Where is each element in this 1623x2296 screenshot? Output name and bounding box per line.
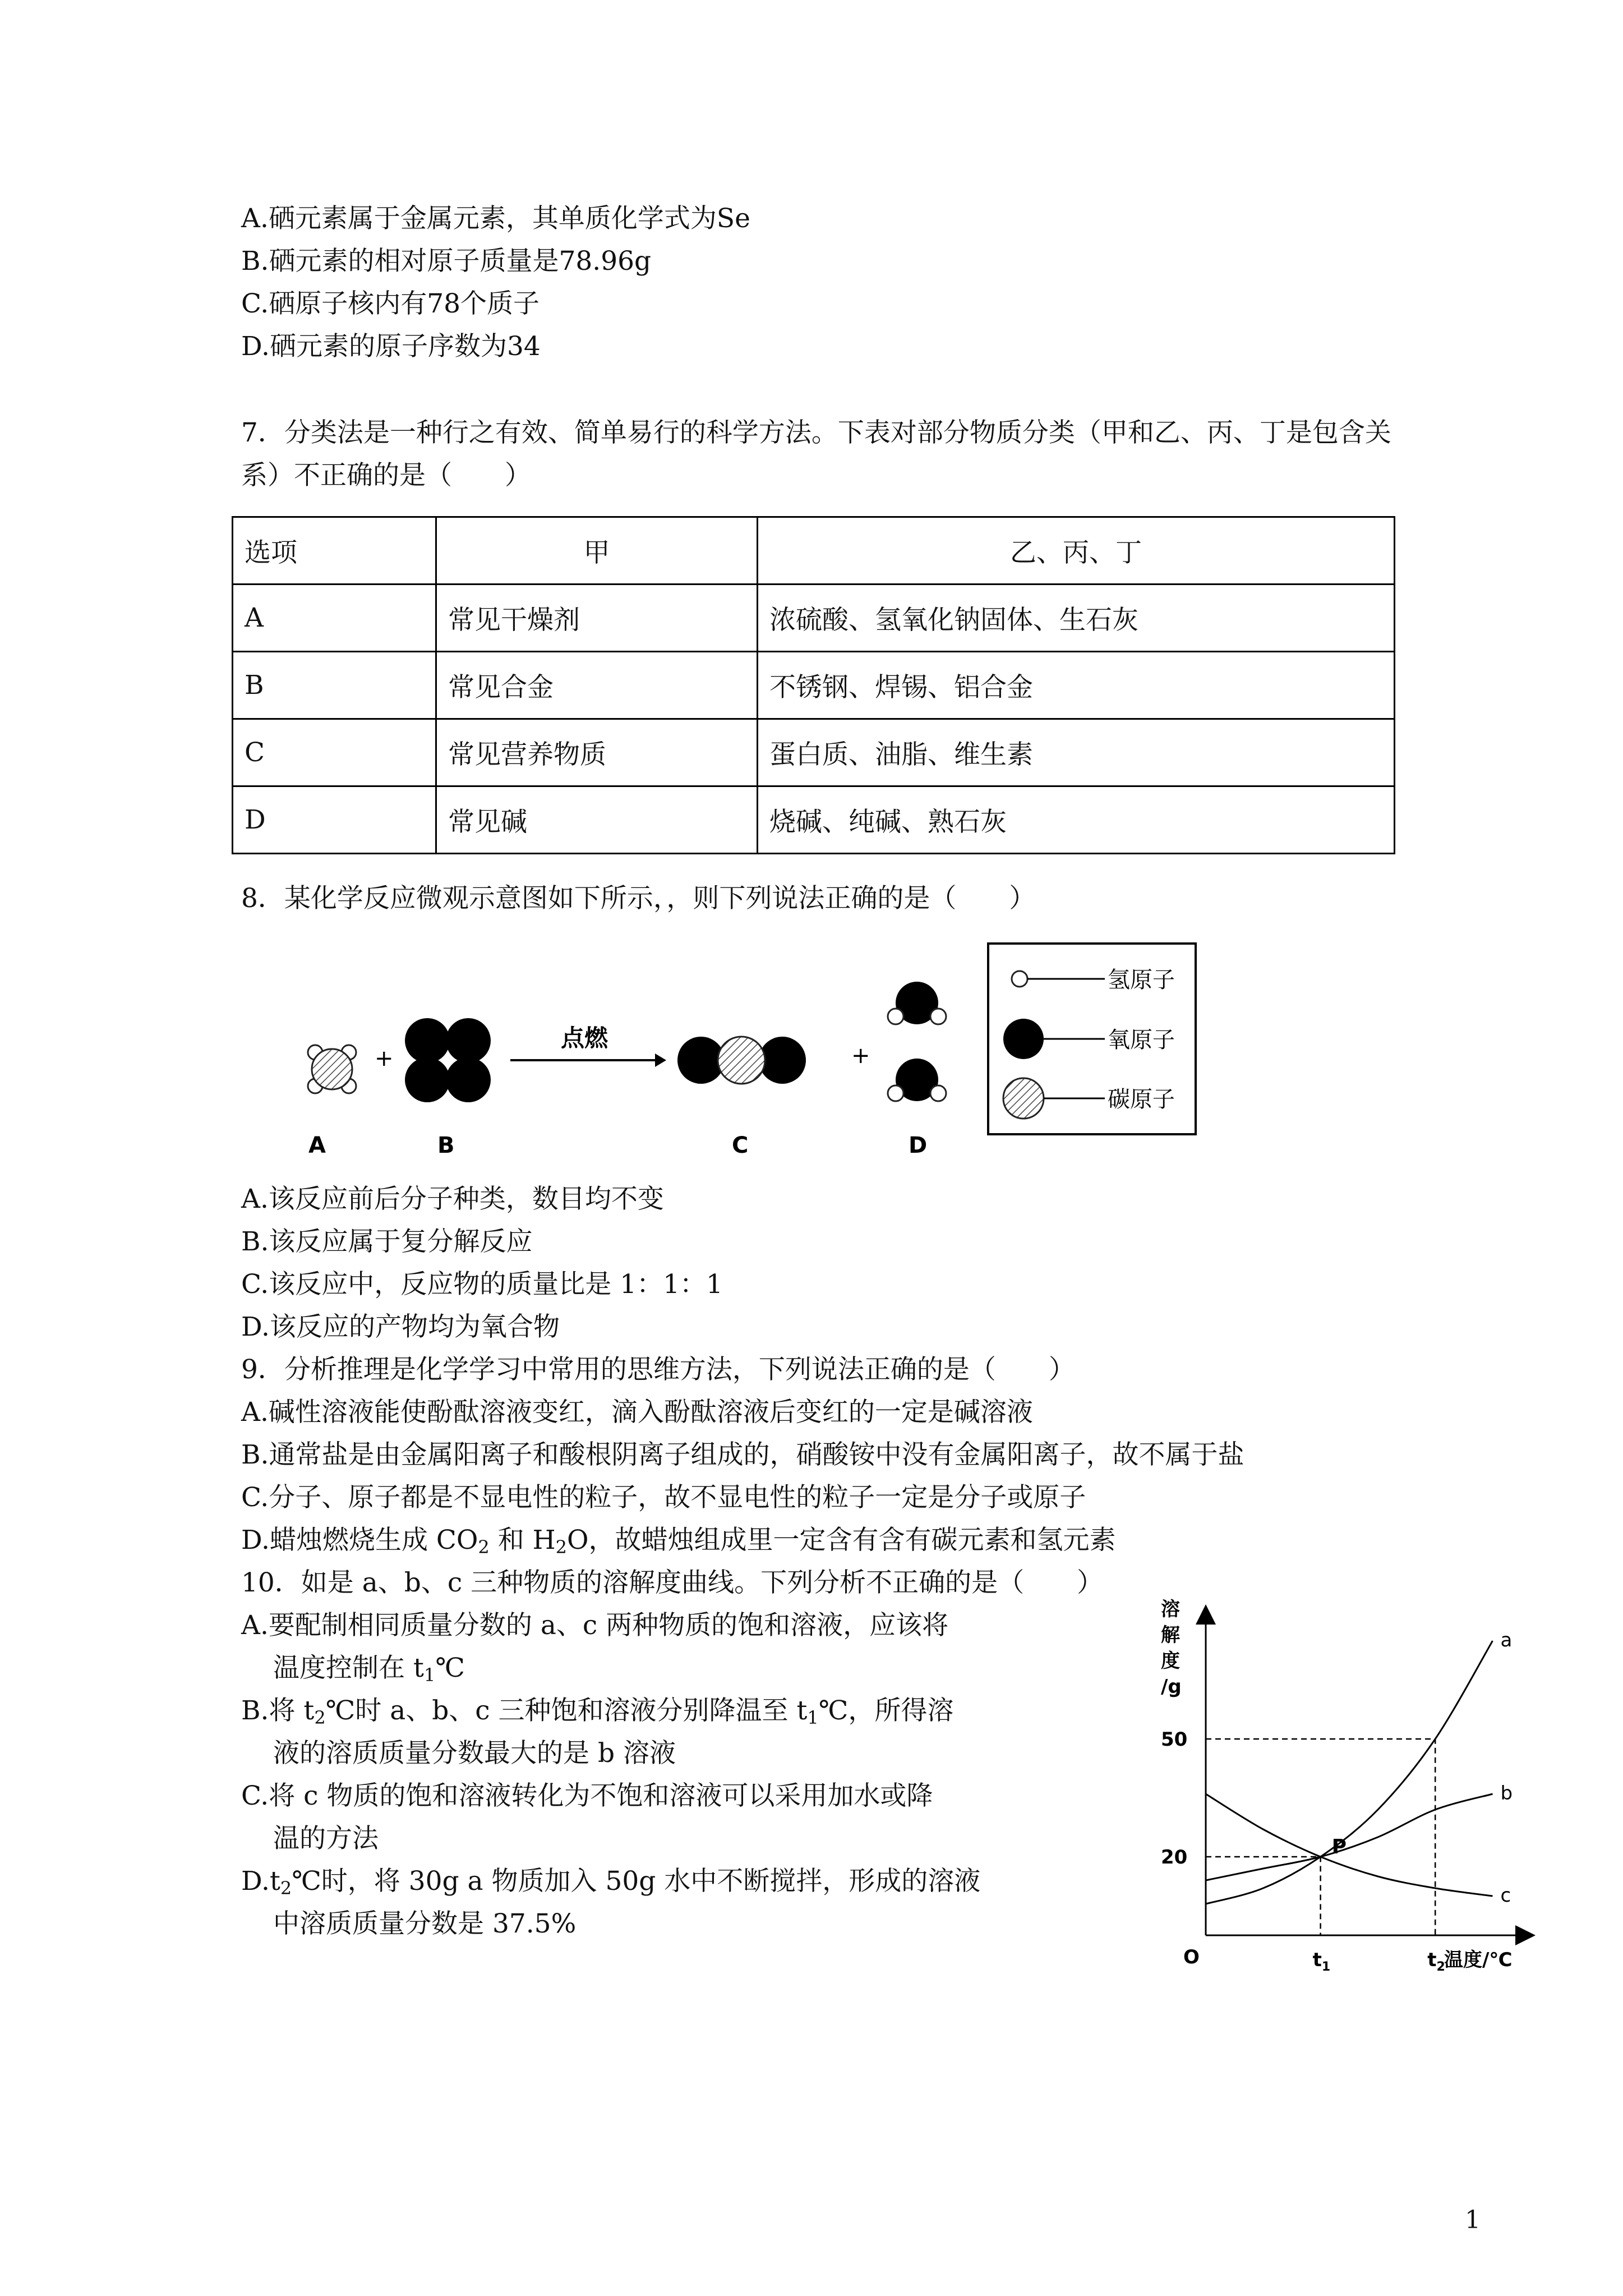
- x-axis-label: 温度/℃: [1444, 1949, 1513, 1971]
- plus-sign: +: [851, 1043, 870, 1069]
- table-cell: 常见营养物质: [436, 719, 758, 786]
- q10-option-a-line1: A.要配制相同质量分数的 a、c 两种物质的饱和溶液，应该将: [241, 1610, 949, 1641]
- label-d: D: [909, 1133, 928, 1158]
- molecule-a-methane: [308, 1045, 356, 1093]
- q10-option-c-line1: C.将 c 物质的饱和溶液转化为不饱和溶液可以采用加水或降: [241, 1780, 933, 1811]
- q10-option-a-line2: [273, 1651, 465, 1692]
- plus-sign: +: [375, 1046, 394, 1071]
- series-c-curve: [1206, 1794, 1493, 1896]
- series-b-label: b: [1500, 1782, 1513, 1805]
- y-axis-label: /g: [1161, 1676, 1182, 1698]
- reaction-diagram: [269, 937, 1223, 1161]
- subscript: 2: [478, 1536, 490, 1558]
- table-cell: 蛋白质、油脂、维生素: [758, 719, 1395, 786]
- legend-carbon: 碳原子: [1108, 1087, 1175, 1112]
- table-cell: D: [233, 786, 436, 854]
- classification-table: [232, 516, 1395, 854]
- series-c-label: c: [1500, 1884, 1511, 1907]
- q7-stem-line2: 系）不正确的是（ ）: [241, 460, 531, 491]
- q8-stem: 8．某化学反应微观示意图如下所示，，则下列说法正确的是（ ）: [241, 883, 1036, 914]
- q9-option-a: A.碱性溶液能使酚酞溶液变红，滴入酚酞溶液后变红的一定是碱溶液: [241, 1397, 1033, 1428]
- q9-d-text: D.蜡烛燃烧生成 CO: [241, 1525, 478, 1556]
- q9-d-text: O，故蜡烛组成里一定含有含有碳元素和氢元素: [566, 1525, 1116, 1556]
- q8-option-a: A.该反应前后分子种类，数目均不变: [241, 1184, 664, 1214]
- molecule-d-water: [888, 982, 946, 1101]
- table-cell: 常见碱: [436, 786, 758, 854]
- q10-option-c-line2: 温的方法: [273, 1823, 379, 1854]
- y-axis-label: 度: [1161, 1650, 1180, 1672]
- q10-text: B.将 t: [241, 1695, 315, 1726]
- q10-text: D.t: [241, 1866, 280, 1897]
- q6-option-d: D.硒元素的原子序数为34: [241, 331, 541, 362]
- label-b: B: [437, 1133, 455, 1158]
- table-cell: A: [233, 585, 436, 652]
- q6-option-b: B.硒元素的相对原子质量是78.96g: [241, 246, 652, 277]
- q9-d-text: 和 H: [489, 1525, 556, 1556]
- q8-option-d: D.该反应的产物均为氧合物: [241, 1312, 560, 1342]
- label-a: A: [308, 1133, 326, 1158]
- q6-option-a: A.硒元素属于金属元素，其单质化学式为Se: [241, 203, 750, 234]
- atom-legend: [988, 944, 1196, 1134]
- q10-option-b-line2: 液的溶质质量分数最大的是 b 溶液: [273, 1738, 676, 1769]
- origin-label: O: [1183, 1946, 1200, 1968]
- legend-oxygen: 氧原子: [1108, 1027, 1175, 1053]
- subscript: 1: [423, 1664, 436, 1686]
- q8-option-b: B.该反应属于复分解反应: [241, 1226, 533, 1257]
- molecule-c-co2: [677, 1037, 806, 1084]
- y-tick-label: 20: [1161, 1846, 1188, 1869]
- table-header-row: [233, 517, 1395, 585]
- table-row: [233, 719, 1395, 786]
- q10-text: 温度控制在 t: [273, 1653, 424, 1683]
- subscript: 2: [280, 1878, 292, 1899]
- q10-option-d-line1: [241, 1865, 980, 1905]
- table-row: [233, 585, 1395, 652]
- table-cell: 烧碱、纯碱、熟石灰: [758, 786, 1395, 854]
- q9-option-c: C.分子、原子都是不显电性的粒子，故不显电性的粒子一定是分子或原子: [241, 1482, 1086, 1513]
- table-row: [233, 652, 1395, 719]
- page-number: 1: [1465, 2206, 1481, 2234]
- table-header-cell: 选项: [233, 517, 436, 585]
- table-header-cell: 乙、丙、丁: [758, 517, 1395, 585]
- q10-stem: 10．如是 a、b、c 三种物质的溶解度曲线。下列分析不正确的是（ ）: [241, 1567, 1104, 1598]
- arrow-label: 点燃: [561, 1024, 608, 1052]
- table-cell: 常见干燥剂: [436, 585, 758, 652]
- table-cell: C: [233, 719, 436, 786]
- series-a-curve: [1206, 1641, 1493, 1904]
- subscript: 2: [314, 1707, 326, 1728]
- q9-stem: 9．分析推理是化学学习中常用的思维方法，下列说法正确的是（ ）: [241, 1354, 1075, 1385]
- q10-option-b-line1: [241, 1694, 953, 1734]
- x-tick-label: $t_1$: [1312, 1949, 1331, 1974]
- y-axis-label: 溶: [1161, 1599, 1180, 1621]
- q9-option-d: [241, 1524, 1116, 1564]
- q10-text: ℃: [435, 1653, 465, 1683]
- table-cell: 浓硫酸、氢氧化钠固体、生石灰: [758, 585, 1395, 652]
- reaction-arrow: [510, 1053, 666, 1067]
- molecule-b-oxygen: [405, 1018, 491, 1102]
- q7-stem-line1: 7．分类法是一种行之有效、简单易行的科学方法。下表对部分物质分类（甲和乙、丙、丁是包含关: [241, 417, 1391, 448]
- table-cell: B: [233, 652, 436, 719]
- q10-text: ℃时 a、b、c 三种饱和溶液分别降温至 t: [325, 1695, 808, 1726]
- q6-option-c: C.硒原子核内有78个质子: [241, 288, 540, 319]
- table-cell: 不锈钢、焊锡、铝合金: [758, 652, 1395, 719]
- x-tick-label: $t_2$: [1427, 1949, 1445, 1974]
- label-c: C: [732, 1133, 749, 1158]
- subscript: 1: [807, 1707, 819, 1728]
- q8-option-c: C.该反应中，反应物的质量比是 1：1：1: [241, 1269, 723, 1300]
- subscript: 2: [555, 1536, 567, 1558]
- series-a-label: a: [1500, 1629, 1513, 1651]
- y-axis-label: 解: [1161, 1624, 1180, 1646]
- q9-option-b: B.通常盐是由金属阳离子和酸根阴离子组成的，硝酸铵中没有金属阳离子，故不属于盐: [241, 1439, 1244, 1470]
- q10-option-d-line2: 中溶质质量分数是 37.5%: [273, 1908, 577, 1939]
- table-row: [233, 786, 1395, 854]
- table-header-cell: 甲: [436, 517, 758, 585]
- solubility-chart: [1144, 1599, 1537, 2003]
- y-tick-label: 50: [1161, 1728, 1188, 1751]
- q10-text: ℃，所得溶: [818, 1695, 954, 1726]
- legend-hydrogen: 氢原子: [1108, 967, 1175, 993]
- table-cell: 常见合金: [436, 652, 758, 719]
- q10-text: ℃时，将 30g a 物质加入 50g 水中不断搅拌，形成的溶液: [292, 1866, 981, 1897]
- point-p-label: P: [1331, 1835, 1347, 1858]
